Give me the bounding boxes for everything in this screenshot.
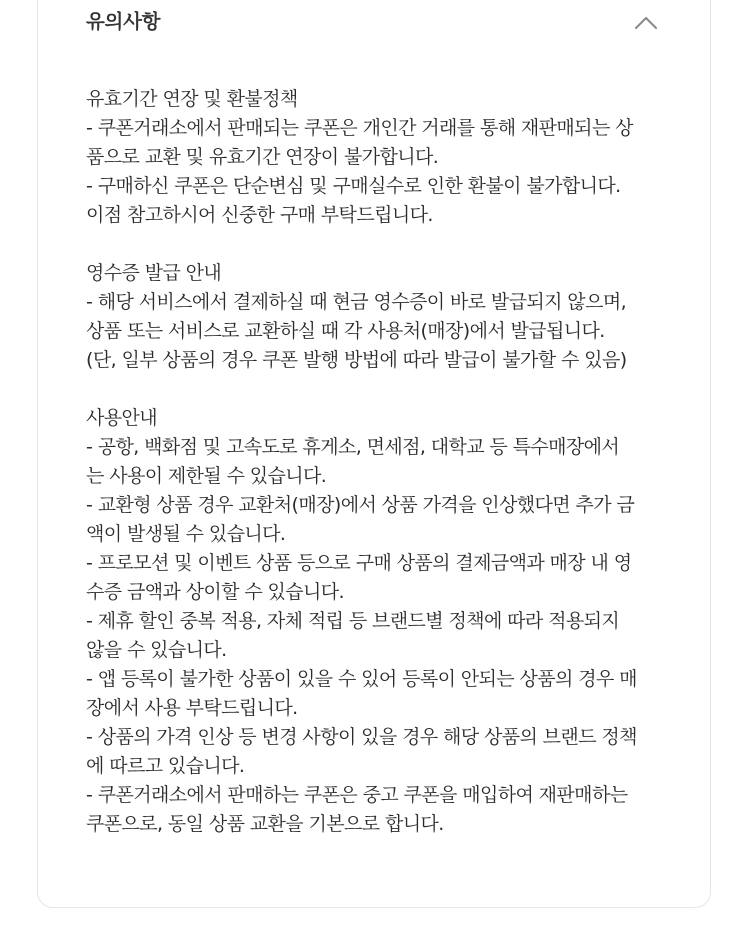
refund-policy-heading: 유효기간 연장 및 환불정책 xyxy=(86,88,298,110)
usage-guide-line: 에 따르고 있습니다. xyxy=(86,755,245,777)
chevron-up-icon xyxy=(626,9,666,39)
refund-policy-line: 이점 참고하시어 신중한 구매 부탁드립니다. xyxy=(86,204,433,226)
spacer xyxy=(86,230,686,259)
usage-guide-block xyxy=(86,404,686,839)
usage-guide-line: 않을 수 있습니다. xyxy=(86,639,227,661)
usage-guide-line: - 앱 등록이 불가한 상품이 있을 수 있어 등록이 안되는 상품의 경우 매 xyxy=(86,668,637,690)
receipt-info-line: 상품 또는 서비스로 교환하실 때 각 사용처(매장)에서 발급됩니다. xyxy=(86,320,605,342)
spacer xyxy=(86,375,686,404)
usage-guide-line: - 상품의 가격 인상 등 변경 사항이 있을 경우 해당 상품의 브랜드 정책 xyxy=(86,726,637,748)
usage-guide-line: - 공항, 백화점 및 고속도로 휴게소, 면세점, 대학교 등 특수매장에서 xyxy=(86,436,620,458)
usage-guide-line: - 교환형 상품 경우 교환처(매장)에서 상품 가격을 인상했다면 추가 금 xyxy=(86,494,635,516)
usage-guide-heading: 사용안내 xyxy=(86,407,158,429)
section-title: 유의사항 xyxy=(86,10,161,33)
refund-policy-line: - 구매하신 쿠폰은 단순변심 및 구매실수로 인한 환불이 불가합니다. xyxy=(86,175,621,197)
refund-policy-block xyxy=(86,85,686,230)
collapse-toggle-button[interactable] xyxy=(626,9,666,39)
notice-content xyxy=(86,85,686,839)
usage-guide-line: 쿠폰으로, 동일 상품 교환을 기본으로 합니다. xyxy=(86,813,444,835)
usage-guide-line: 는 사용이 제한될 수 있습니다. xyxy=(86,465,327,487)
usage-guide-line: 장에서 사용 부탁드립니다. xyxy=(86,697,298,719)
refund-policy-line: - 쿠폰거래소에서 판매되는 쿠폰은 개인간 거래를 통해 재판매되는 상 xyxy=(86,117,633,139)
usage-guide-line: - 제휴 할인 중복 적용, 자체 적립 등 브랜드별 정책에 따라 적용되지 xyxy=(86,610,620,632)
usage-guide-line: 수증 금액과 상이할 수 있습니다. xyxy=(86,581,345,603)
receipt-info-line: - 해당 서비스에서 결제하실 때 현금 영수증이 바로 발급되지 않으며, xyxy=(86,291,627,313)
refund-policy-line: 품으로 교환 및 유효기간 연장이 불가합니다. xyxy=(86,146,439,168)
receipt-info-line: (단, 일부 상품의 경우 쿠폰 발행 방법에 따라 발급이 불가할 수 있음) xyxy=(86,349,627,371)
notice-header[interactable] xyxy=(86,9,666,39)
usage-guide-line: - 프로모션 및 이벤트 상품 등으로 구매 상품의 결제금액과 매장 내 영 xyxy=(86,552,632,574)
receipt-info-block xyxy=(86,259,686,375)
usage-guide-line: 액이 발생될 수 있습니다. xyxy=(86,523,286,545)
receipt-info-heading: 영수증 발급 안내 xyxy=(86,262,222,284)
usage-guide-line: - 쿠폰거래소에서 판매하는 쿠폰은 중고 쿠폰을 매입하여 재판매하는 xyxy=(86,784,628,806)
notice-card xyxy=(37,0,711,908)
